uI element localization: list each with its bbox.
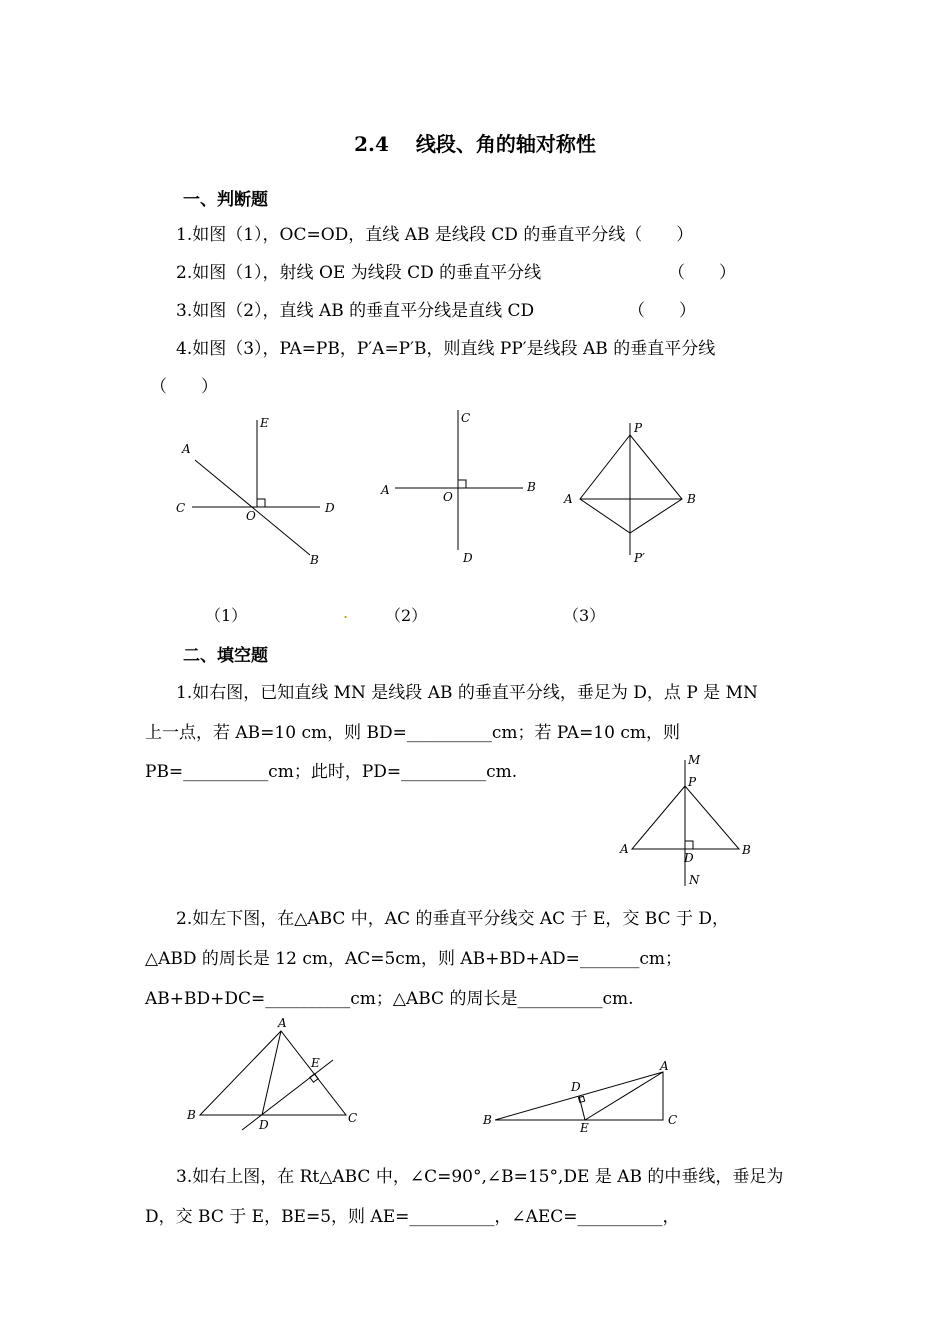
fill-q2-line-2: △ABD 的周长是 12 cm，AC=5cm，则 AB+BD+AD=_______cm； <box>145 949 683 969</box>
label-a: A <box>660 1059 669 1073</box>
label-a: A <box>381 483 390 497</box>
label-c: C <box>176 501 186 515</box>
label-e: E <box>580 1121 589 1135</box>
label-c: C <box>461 411 471 425</box>
caption-fig-2: （2） <box>385 606 428 625</box>
q1-figure <box>615 752 765 892</box>
label-n: N <box>689 873 700 887</box>
judge-item-2-blank: （ ） <box>668 263 736 283</box>
segment-ae <box>585 1072 663 1120</box>
label-d: D <box>684 851 694 865</box>
figure-2 <box>375 408 555 573</box>
label-c: C <box>668 1113 678 1127</box>
q2-figure <box>180 1012 370 1137</box>
judge-item-3: 3.如图（2），直线 AB 的垂直平分线是直线 CD <box>176 301 535 321</box>
section-1-heading: 一、判断题 <box>183 190 268 210</box>
triangle-abc <box>200 1031 346 1115</box>
label-p: P <box>688 775 697 789</box>
right-angle-mark <box>579 1096 585 1102</box>
perp-bisector-de <box>242 1060 333 1130</box>
label-b: B <box>687 492 696 506</box>
caption-fig-3: （3） <box>563 606 606 625</box>
judge-item-3-blank: （ ） <box>628 301 696 321</box>
figure-3 <box>560 415 710 575</box>
label-d: D <box>463 551 473 565</box>
judge-item-4: 4.如图（3），PA=PB，P′A=P′B，则直线 PP′是线段 AB 的垂直平分线 <box>176 339 716 359</box>
label-c: C <box>348 1111 358 1125</box>
section-2-heading: 二、填空题 <box>183 646 268 666</box>
label-a: A <box>182 442 191 456</box>
label-a: A <box>620 842 629 856</box>
label-e: E <box>260 416 269 430</box>
right-angle-mark <box>685 841 693 849</box>
judge-item-4-blank: （ ） <box>150 377 218 397</box>
judge-item-1: 1.如图（1），OC=OD，直线 AB 是线段 CD 的垂直平分线（ ） <box>176 225 694 245</box>
fill-q1-line-3: PB=__________cm；此时，PD=__________cm. <box>145 762 518 782</box>
label-a: A <box>278 1016 287 1030</box>
label-b: B <box>742 843 751 857</box>
right-angle-mark <box>257 499 265 507</box>
page-title: 2.4 线段、角的轴对称性 <box>354 132 596 156</box>
fill-q1-line-2: 上一点，若 AB=10 cm，则 BD=__________cm；若 PA=10 cm，则 <box>145 723 680 743</box>
label-b: B <box>527 480 536 494</box>
label-d: D <box>259 1118 269 1132</box>
q3-figure <box>478 1054 688 1139</box>
fill-q1-line-1: 1.如右图，已知直线 MN 是线段 AB 的垂直平分线，垂足为 D，点 P 是 MN <box>176 683 758 703</box>
label-p-prime: P′ <box>634 551 645 565</box>
label-o: O <box>443 490 453 504</box>
caption-fig-1: （1） <box>205 606 248 625</box>
judge-item-2: 2.如图（1），射线 OE 为线段 CD 的垂直平分线 <box>176 263 542 283</box>
label-b: B <box>187 1108 196 1122</box>
fill-q3-line-2: D，交 BC 于 E，BE=5，则 AE=__________，∠AEC=__________， <box>145 1207 680 1227</box>
label-b: B <box>310 553 319 567</box>
fill-q2-line-3: AB+BD+DC=__________cm；△ABC 的周长是__________cm. <box>145 989 634 1009</box>
label-d: D <box>325 501 335 515</box>
fill-q3-line-1: 3.如右上图，在 Rt△ABC 中，∠C=90°,∠B=15°,DE 是 AB 的中垂线，垂足为 <box>176 1167 784 1187</box>
label-p: P <box>634 421 643 435</box>
right-angle-mark <box>458 480 466 488</box>
label-e: E <box>311 1056 320 1070</box>
label-b: B <box>483 1113 492 1127</box>
label-m: M <box>688 753 701 767</box>
label-d: D <box>571 1080 581 1094</box>
label-o: O <box>246 509 256 523</box>
figure-1 <box>170 410 350 575</box>
label-a: A <box>564 492 573 506</box>
fill-q2-line-1: 2.如左下图，在△ABC 中，AC 的垂直平分线交 AC 于 E，交 BC 于 D， <box>176 909 730 929</box>
rhombus-papbp <box>580 435 682 533</box>
stray-dot: . <box>343 603 349 622</box>
